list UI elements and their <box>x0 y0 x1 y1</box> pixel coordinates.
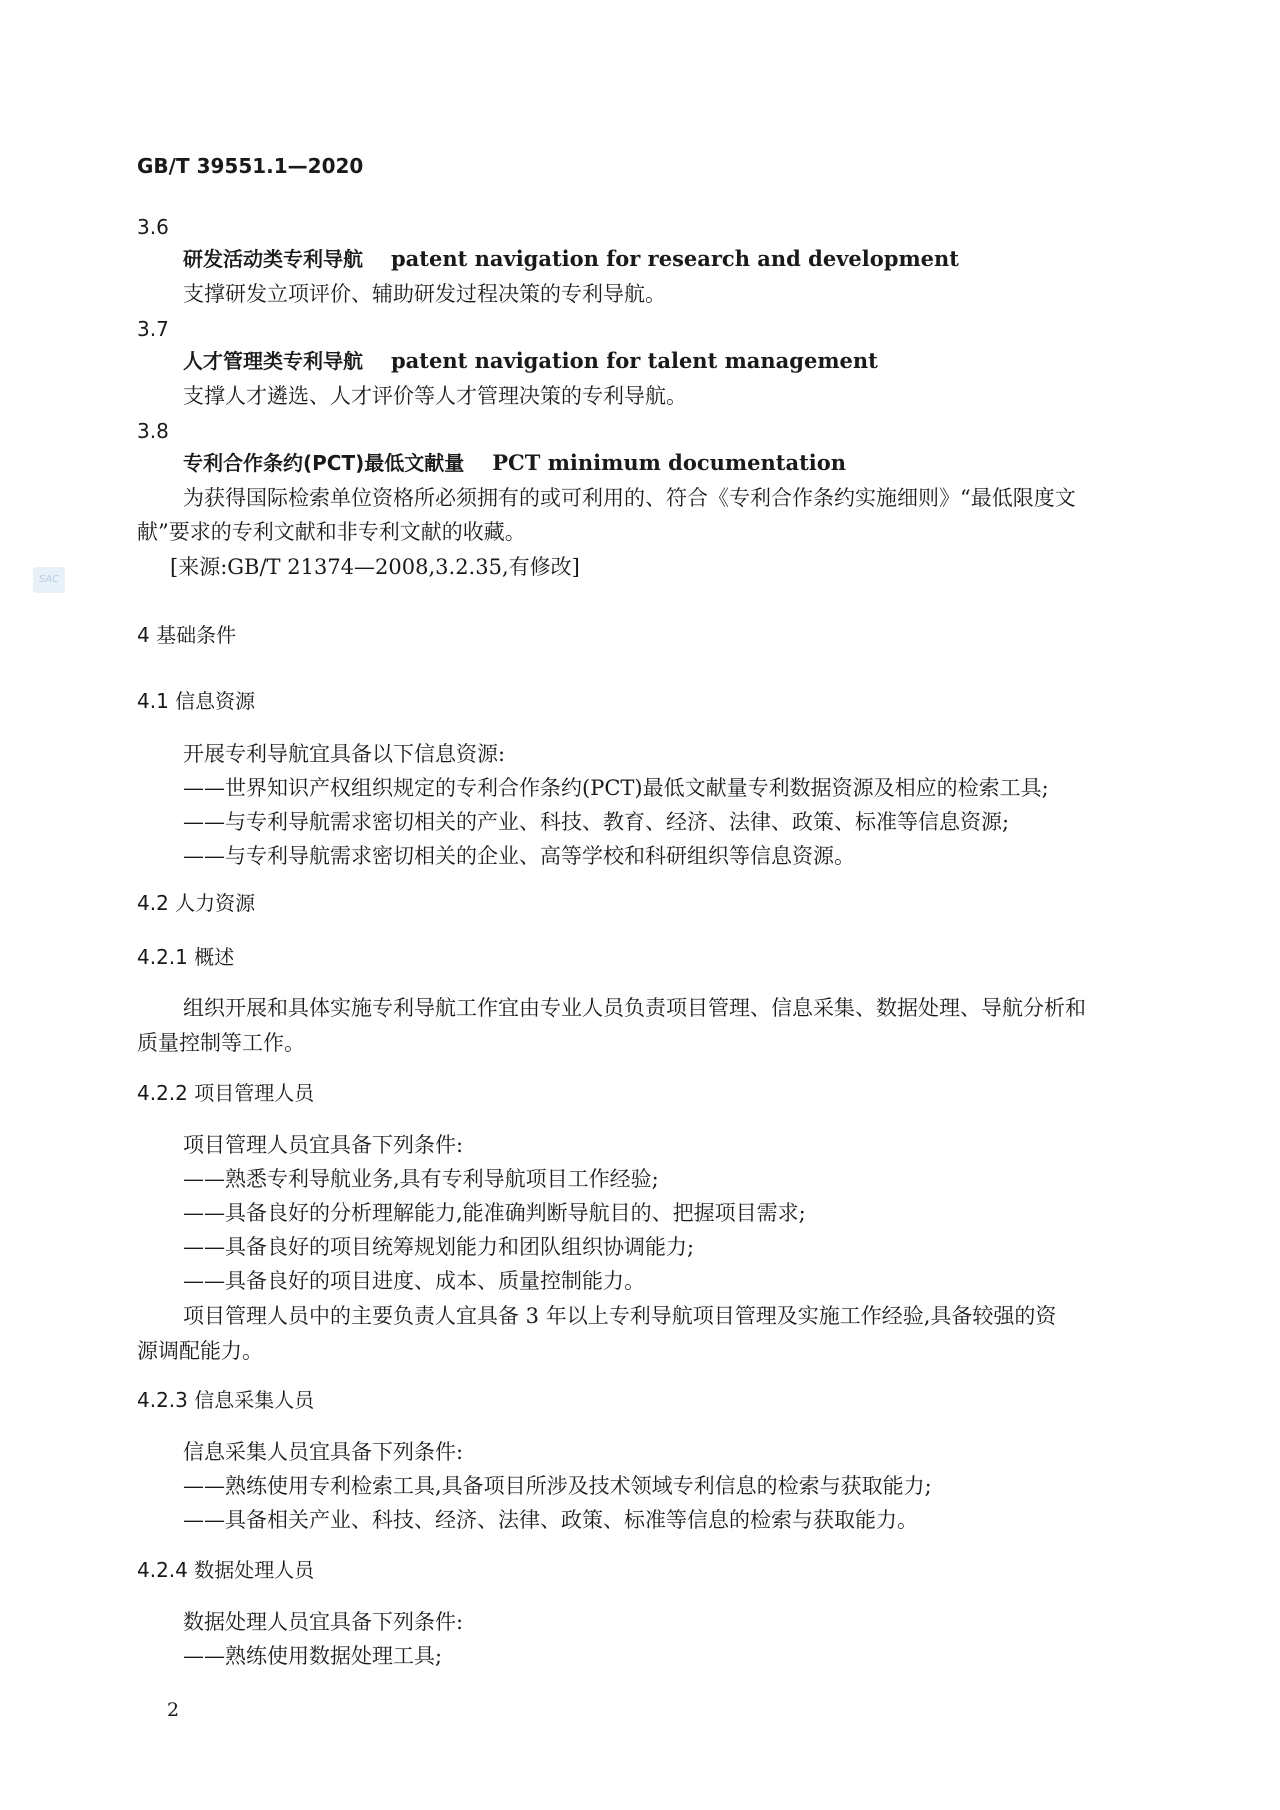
list-item: ——与专利导航需求密切相关的产业、科技、教育、经济、法律、政策、标准等信息资源; <box>183 810 1010 834</box>
intro-text: 开展专利导航宜具备以下信息资源: <box>183 742 506 766</box>
definition-text: 支撑研发立项评价、辅助研发过程决策的专利导航。 <box>183 282 666 306</box>
paragraph-text: 组织开展和具体实施专利导航工作宜由专业人员负责项目管理、信息采集、数据处理、导航分析和 <box>183 996 1086 1020</box>
source-note: [来源:GB/T 21374—2008,3.2.35,有修改] <box>170 555 580 579</box>
intro-text: 信息采集人员宜具备下列条件: <box>183 1440 464 1464</box>
definition-text: 献”要求的专利文献和非专利文献的收藏。 <box>137 520 526 544</box>
term-zh: 专利合作条约(PCT)最低文献量 <box>183 451 465 475</box>
document-code: GB/T 39551.1—2020 <box>137 154 364 178</box>
definition-text: 为获得国际检索单位资格所必须拥有的或可利用的、符合《专利合作条约实施细则》“最低限度文 <box>183 486 1076 510</box>
list-item: ——具备良好的分析理解能力,能准确判断导航目的、把握项目需求; <box>183 1201 806 1225</box>
list-item: ——熟练使用数据处理工具; <box>183 1644 443 1668</box>
term-3-6 <box>183 245 959 273</box>
chapter-heading: 4 基础条件 <box>137 623 237 647</box>
section-heading: 4.1 信息资源 <box>137 689 256 713</box>
term-zh: 人才管理类专利导航 <box>183 349 363 373</box>
term-3-7 <box>183 347 878 375</box>
section-heading: 4.2 人力资源 <box>137 891 256 915</box>
subsection-heading: 4.2.3 信息采集人员 <box>137 1388 315 1412</box>
list-item: ——熟练使用专利检索工具,具备项目所涉及技术领域专利信息的检索与获取能力; <box>183 1474 932 1498</box>
term-en: patent navigation for talent management <box>391 348 878 373</box>
clause-number: 3.8 <box>137 419 169 443</box>
list-item: ——具备良好的项目进度、成本、质量控制能力。 <box>183 1269 645 1293</box>
list-item: ——具备良好的项目统筹规划能力和团队组织协调能力; <box>183 1235 695 1259</box>
intro-text: 项目管理人员宜具备下列条件: <box>183 1133 464 1157</box>
term-3-8 <box>183 449 846 477</box>
paragraph-text: 项目管理人员中的主要负责人宜具备 3 年以上专利导航项目管理及实施工作经验,具备较强的资 <box>183 1304 1057 1328</box>
list-item: ——具备相关产业、科技、经济、法律、政策、标准等信息的检索与获取能力。 <box>183 1508 918 1532</box>
term-en: patent navigation for research and development <box>391 246 959 271</box>
list-item: ——熟悉专利导航业务,具有专利导航项目工作经验; <box>183 1167 659 1191</box>
clause-number: 3.7 <box>137 317 169 341</box>
subsection-heading: 4.2.4 数据处理人员 <box>137 1558 315 1582</box>
paragraph-text: 源调配能力。 <box>137 1339 263 1363</box>
definition-text: 支撑人才遴选、人才评价等人才管理决策的专利导航。 <box>183 384 687 408</box>
page-number: 2 <box>167 1699 180 1721</box>
subsection-heading: 4.2.1 概述 <box>137 945 235 969</box>
subsection-heading: 4.2.2 项目管理人员 <box>137 1081 315 1105</box>
list-item: ——世界知识产权组织规定的专利合作条约(PCT)最低文献量专利数据资源及相应的检索工具; <box>183 776 1049 800</box>
term-en: PCT minimum documentation <box>492 450 847 475</box>
sac-watermark-icon: SAC <box>33 567 65 593</box>
term-zh: 研发活动类专利导航 <box>183 247 363 271</box>
clause-number: 3.6 <box>137 215 169 239</box>
list-item: ——与专利导航需求密切相关的企业、高等学校和科研组织等信息资源。 <box>183 844 855 868</box>
intro-text: 数据处理人员宜具备下列条件: <box>183 1610 464 1634</box>
paragraph-text: 质量控制等工作。 <box>137 1031 305 1055</box>
